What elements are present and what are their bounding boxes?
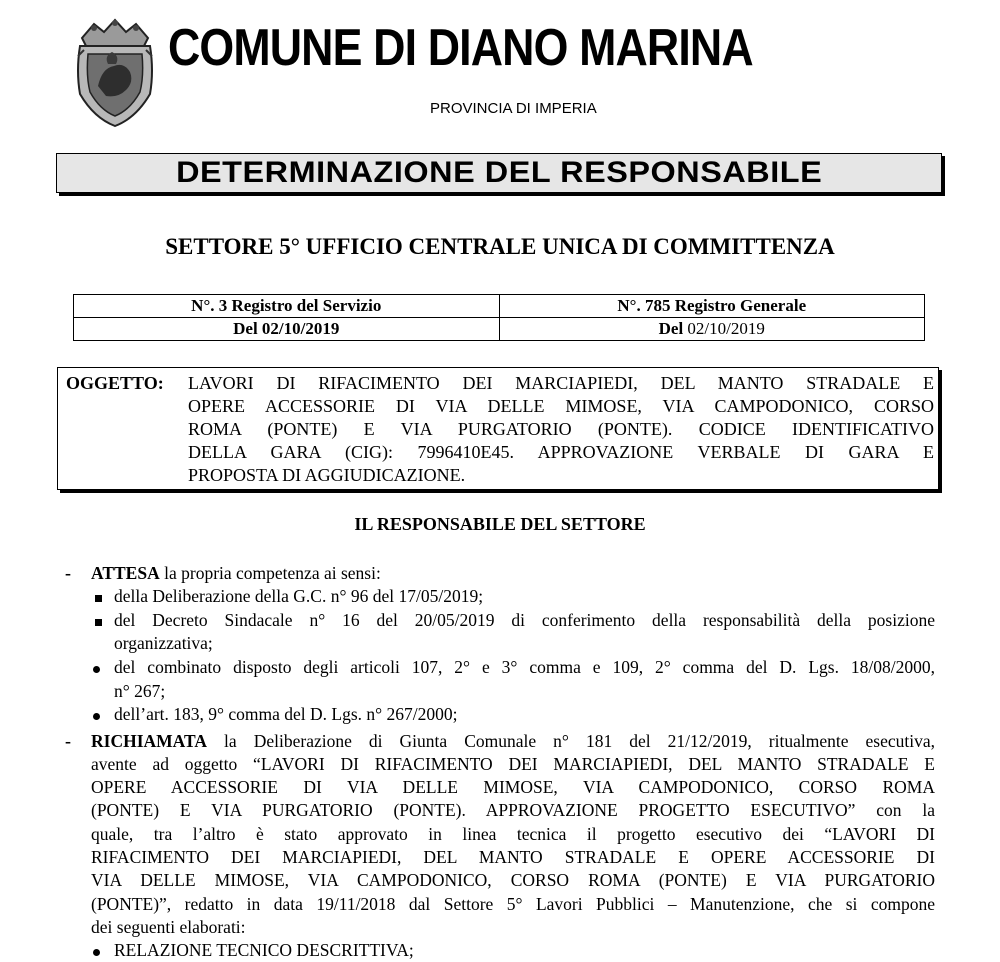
subject-line: ROMA (PONTE) E VIA PURGATORIO (PONTE). CODICE IDENTIFICATIVO	[188, 419, 934, 439]
attesa-item-continuation: n° 267;	[114, 681, 166, 701]
registry-table	[73, 294, 925, 341]
richiamata-line: VIA DELLE MIMOSE, VIA CAMPODONICO, CORSO ROMA (PONTE) E VIA PURGATORIO	[91, 870, 935, 890]
subject-box	[57, 367, 939, 490]
service-date-cell: Del 02/10/2019	[74, 318, 500, 341]
province-subtitle: PROVINCIA DI IMPERIA	[430, 100, 597, 117]
attesa-item: della Deliberazione della G.C. n° 96 del 17/05/2019;	[114, 586, 484, 606]
sector-heading: SETTORE 5° UFFICIO CENTRALE UNICA DI COMMITTENZA	[165, 234, 835, 259]
municipal-crest-icon	[74, 16, 156, 128]
square-bullet-icon	[95, 595, 102, 602]
subject-line: DELLA GARA (CIG): 7996410E45. APPROVAZIONE VERBALE DI GARA E	[188, 442, 934, 462]
richiamata-line: RIFACIMENTO DEI MARCIAPIEDI, DEL MANTO STRADALE E OPERE ACCESSORIE DI	[91, 847, 935, 867]
round-bullet-icon	[93, 666, 100, 673]
page-title: COMUNE DI DIANO MARINA	[168, 19, 753, 77]
round-bullet-icon	[93, 713, 100, 720]
richiamata-line: quale, tra l’altro è stato approvato in linea tecnica il progetto esecutivo dei “LAVORI DI	[91, 824, 935, 844]
subject-line: PROPOSTA DI AGGIUDICAZIONE.	[188, 465, 466, 485]
attesa-item: del Decreto Sindacale n° 16 del 20/05/2019 di conferimento della responsabilità della posizione	[114, 610, 935, 630]
responsabile-heading: IL RESPONSABILE DEL SETTORE	[354, 514, 646, 534]
attesa-line: ATTESA la propria competenza ai sensi:	[91, 563, 381, 583]
richiamata-line: (PONTE)”, redatto in data 19/11/2018 dal Settore 5° Lavori Pubblici – Manutenzione, che si compone	[91, 894, 935, 914]
subject-line: LAVORI DI RIFACIMENTO DEI MARCIAPIEDI, DEL MANTO STRADALE E	[188, 373, 934, 393]
richiamata-line: (PONTE) E VIA PURGATORIO (PONTE). APPROVAZIONE PROGETTO ESECUTIVO” con la	[91, 800, 935, 820]
subject-line: OPERE ACCESSORIE DI VIA DELLE MIMOSE, VIA CAMPODONICO, CORSO	[188, 396, 934, 416]
service-registry-cell: N°. 3 Registro del Servizio	[74, 295, 500, 318]
richiamata-item: RELAZIONE TECNICO DESCRITTIVA;	[114, 940, 414, 960]
richiamata-line: RICHIAMATA la Deliberazione di Giunta Comunale n° 181 del 21/12/2019, ritualmente esecutiva,	[91, 731, 935, 751]
richiamata-line: OPERE ACCESSORIE DI VIA DELLE MIMOSE, VIA CAMPODONICO, CORSO ROMA	[91, 777, 935, 797]
attesa-item: dell’art. 183, 9° comma del D. Lgs. n° 267/2000;	[114, 704, 458, 724]
richiamata-line: avente ad oggetto “LAVORI DI RIFACIMENTO DEI MARCIAPIEDI, DEL MANTO STRADALE E	[91, 754, 935, 774]
square-bullet-icon	[95, 619, 102, 626]
round-bullet-icon	[93, 949, 100, 956]
subject-label: OGGETTO:	[66, 373, 164, 393]
list-dash: -	[65, 563, 71, 583]
list-dash: -	[65, 731, 71, 751]
document-type-banner	[56, 153, 942, 193]
general-registry-cell: N°. 785 Registro Generale	[499, 295, 925, 318]
attesa-item-continuation: organizzativa;	[114, 633, 213, 653]
document-type-title: DETERMINAZIONE DEL RESPONSABILE	[175, 156, 823, 189]
richiamata-line: dei seguenti elaborati:	[91, 917, 246, 937]
attesa-item: del combinato disposto degli articoli 107, 2° e 3° comma e 109, 2° comma del D. Lgs. 18/08/2000,	[114, 657, 935, 677]
general-date-cell: Del 02/10/2019	[499, 318, 925, 341]
